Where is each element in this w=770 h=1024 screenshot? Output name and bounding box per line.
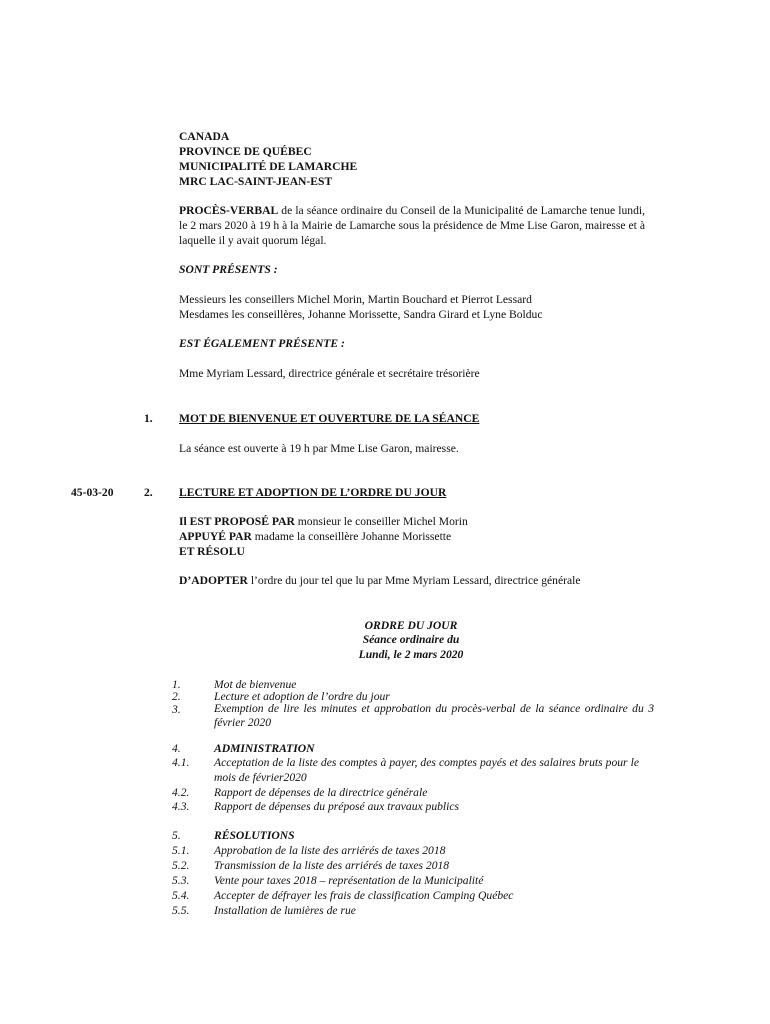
agenda-item-number: 4.3. [172, 800, 190, 813]
resolution-number: 45-03-20 [71, 486, 114, 499]
proposed-text: monsieur le conseiller Michel Morin [294, 515, 468, 528]
agenda-item-text: Approbation de la liste des arriérés de taxes 2018 [214, 844, 446, 857]
agenda-item [172, 903, 672, 918]
agenda-item-number: 3. [172, 703, 181, 716]
present-heading: SONT PRÉSENTS : [179, 263, 278, 276]
agenda-item-number: 4. [172, 742, 181, 755]
section-2-title: LECTURE ET ADOPTION DE L’ORDRE DU JOUR [179, 486, 447, 499]
agenda-item [172, 843, 672, 858]
agenda-item [172, 888, 672, 903]
agenda-item [172, 755, 672, 785]
header-country: CANADA [179, 130, 230, 143]
agenda-title: ORDRE DU JOUR [364, 619, 458, 632]
header-municipality: MUNICIPALITÉ DE LAMARCHE [179, 160, 358, 173]
agenda-item-text: Vente pour taxes 2018 – représentation de la Municipalité [214, 874, 484, 887]
agenda-item-number: 2. [172, 690, 181, 703]
adopt-paragraph [179, 573, 619, 588]
agenda-item-number: 5.2. [172, 859, 190, 872]
agenda-item [172, 873, 672, 888]
also-present-line: Mme Myriam Lessard, directrice générale et secrétaire trésorière [179, 367, 480, 380]
agenda-item-text: Transmission de la liste des arriérés de taxes 2018 [214, 859, 450, 872]
adopt-text: l’ordre du jour tel que lu par Mme Myriam Lessard, directrice générale [247, 574, 581, 587]
motion-seconded [179, 529, 451, 544]
adopt-label: D’ADOPTER [179, 574, 248, 587]
agenda-item-number: 1. [172, 678, 181, 691]
present-line-2: Mesdames les conseillères, Johanne Morissette, Sandra Girard et Lyne Bolduc [179, 308, 543, 321]
also-present-heading: EST ÉGALEMENT PRÉSENTE : [179, 337, 345, 350]
motion-resolved: ET RÉSOLU [179, 545, 245, 558]
agenda-item-text: Rapport de dépenses de la directrice générale [214, 786, 428, 799]
agenda-item [172, 799, 672, 814]
motion-proposed [179, 514, 468, 529]
agenda-item-number: 5. [172, 829, 181, 842]
agenda-item-number: 5.3. [172, 874, 190, 887]
section-1-title: MOT DE BIENVENUE ET OUVERTURE DE LA SÉANCE [179, 412, 480, 425]
proposed-label: Il EST PROPOSÉ PAR [179, 515, 295, 528]
agenda-date: Lundi, le 2 mars 2020 [358, 648, 464, 661]
header-mrc: MRC LAC-SAINT-JEAN-EST [179, 175, 333, 188]
agenda-item-text: Exemption de lire les minutes et approbation du procès-verbal de la séance ordinaire du 3 février 2020 [214, 702, 654, 729]
document-header [179, 129, 579, 189]
section-1-number: 1. [144, 412, 153, 425]
agenda-item-number: 4.2. [172, 786, 190, 799]
agenda-item-text: Rapport de dépenses du préposé aux travaux publics [214, 800, 460, 813]
section-1-text: La séance est ouverte à 19 h par Mme Lise Garon, mairesse. [179, 442, 459, 455]
agenda-item-number: 5.1. [172, 844, 190, 857]
agenda-item-text: RÉSOLUTIONS [214, 829, 295, 842]
agenda-item-text: ADMINISTRATION [214, 742, 315, 755]
section-2-number: 2. [144, 486, 153, 499]
agenda-item-text: Acceptation de la liste des comptes à payer, des comptes payés et des salaires bruts pour le mois de février2020 [214, 756, 639, 784]
agenda-item-text: Accepter de défrayer les frais de classification Camping Québec [214, 889, 514, 902]
agenda-item [172, 858, 672, 873]
agenda-item-text: Lecture et adoption de l’ordre du jour [214, 690, 390, 703]
intro-text: de la séance ordinaire du Conseil de la Municipalité de Lamarche tenue lundi, le 2 mars 2020 à 19 h à la Mairie de Lamarche sous la présidence de Mme Lise Garon, mairesse et à laquelle il y avait quorum légal. [179, 204, 645, 247]
agenda-item-text: Installation de lumières de rue [214, 904, 356, 917]
agenda-item-number: 5.5. [172, 904, 190, 917]
intro-lead: PROCÈS-VERBAL [179, 204, 279, 217]
seconded-text: madame la conseillère Johanne Morissette [251, 530, 452, 543]
agenda-item [172, 702, 672, 732]
agenda-item [172, 828, 672, 843]
agenda-subtitle: Séance ordinaire du [362, 633, 460, 646]
present-line-1: Messieurs les conseillers Michel Morin, Martin Bouchard et Pierrot Lessard [179, 293, 532, 306]
agenda-item-text: Mot de bienvenue [214, 678, 297, 691]
agenda-item [172, 785, 672, 800]
agenda-item-number: 5.4. [172, 889, 190, 902]
intro-paragraph [179, 203, 645, 248]
agenda-item-number: 4.1. [172, 756, 190, 769]
agenda-item [172, 741, 672, 756]
agenda-list [172, 677, 652, 927]
seconded-label: APPUYÉ PAR [179, 530, 252, 543]
header-province: PROVINCE DE QUÉBEC [179, 145, 312, 158]
